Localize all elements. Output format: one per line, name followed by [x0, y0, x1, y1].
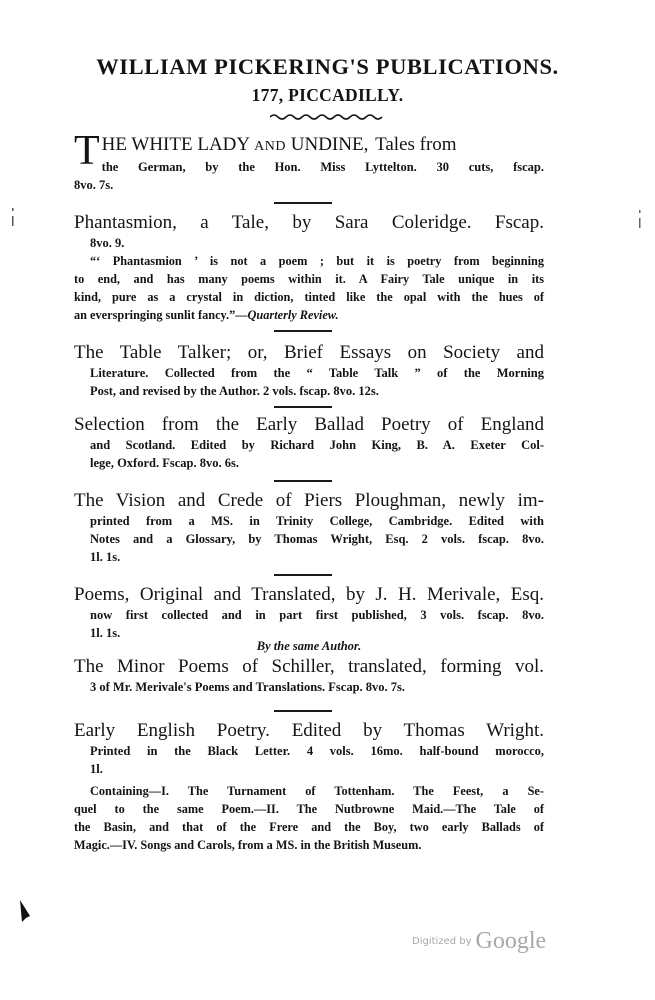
entry-merivale-poems — [74, 584, 544, 642]
entry-detail-line: printed from a MS. in Trinity College, Cambridge. Edited with — [90, 514, 544, 528]
entry-table-talker — [74, 342, 544, 400]
entry-title-part: UNDINE, — [290, 134, 369, 155]
entry-detail-line: 8vo. 7s. — [74, 178, 114, 192]
entry-detail-line: and Scotland. Edited by Richard John King, B. A. Exeter Col- — [90, 438, 544, 452]
entry-title-part: Tales from — [375, 134, 457, 155]
entry-title: Early English Poetry. Edited by Thomas Wright. — [74, 720, 544, 741]
entry-piers-ploughman — [74, 490, 544, 566]
entry-detail-line: 8vo. 9. — [90, 236, 125, 250]
entry-detail-line: the German, by the Hon. Miss Lyttelton. 30 cuts, fscap. — [101, 160, 544, 174]
entry-detail-line: 1l. — [90, 762, 103, 776]
contents-line: the Basin, and that of the Frere and the Boy, two early Ballads of — [74, 820, 544, 834]
review-quote-line: to end, and has many poems within it. A Fairy Tale unique in its — [74, 272, 544, 286]
wavy-ornament — [270, 113, 386, 121]
review-quote-line: “‘ Phantasmion ’ is not a poem ; but it is poetry from beginning — [90, 254, 544, 268]
margin-mark — [637, 210, 643, 230]
by-same-author: By the same Author. — [256, 639, 362, 653]
entry-detail-line: now first collected and in part first published, 3 vols. fscap. 8vo. — [90, 608, 544, 622]
separator-rule — [274, 202, 332, 204]
entry-ballad-poetry — [74, 414, 544, 472]
entry-detail-line: 3 of Mr. Merivale's Poems and Translations. Fscap. 8vo. 7s. — [90, 680, 406, 694]
entry-title-part: HE WHITE LADY — [101, 134, 250, 155]
drop-cap: T — [74, 128, 100, 174]
separator-rule — [274, 406, 332, 408]
review-source: Quarterly Review. — [247, 308, 339, 322]
entry-detail-line: Notes and a Glossary, by Thomas Wright, Esq. 2 vols. fscap. 8vo. — [90, 532, 544, 546]
publisher-heading: WILLIAM PICKERING'S PUBLICATIONS. — [96, 54, 559, 79]
review-quote-line: an everspringing sunlit fancy.”—Quarterly Review. — [74, 308, 339, 322]
entry-title: The Vision and Crede of Piers Ploughman, newly im- — [74, 490, 544, 511]
entry-detail-line: 1l. 1s. — [90, 626, 121, 640]
entry-title: The Minor Poems of Schiller, translated, forming vol. — [74, 656, 544, 677]
page-corner-mark — [18, 900, 32, 922]
entry-detail-line: Printed in the Black Letter. 4 vols. 16mo. half-bound morocco, — [90, 744, 544, 758]
review-quote-line: kind, pure as a crystal in diction, tinted like the opal with the hues of — [74, 290, 544, 304]
contents-line: Containing—I. The Turnament of Tottenham. The Feest, a Se- — [90, 784, 544, 798]
separator-rule — [274, 574, 332, 576]
entry-white-lady — [74, 128, 544, 194]
entry-detail-line: lege, Oxford. Fscap. 8vo. 6s. — [90, 456, 239, 470]
separator-rule — [274, 710, 332, 712]
entry-title: Poems, Original and Translated, by J. H. Merivale, Esq. — [74, 584, 544, 605]
separator-rule — [274, 330, 332, 332]
digitized-by-google — [412, 928, 546, 955]
contents-line: quel to the same Poem.—II. The Nutbrowne Maid.—The Tale of — [74, 802, 544, 816]
contents-line: Magic.—IV. Songs and Carols, from a MS. in the British Museum. — [74, 838, 422, 852]
google-logo: Google — [475, 928, 547, 954]
margin-mark — [10, 208, 16, 228]
digitized-label: Digitized by — [412, 936, 472, 947]
publisher-address: 177, PICCADILLY. — [251, 85, 404, 105]
entry-schiller-poems — [74, 656, 544, 696]
entry-detail-line: Literature. Collected from the “ Table Talk ” of the Morning — [90, 366, 544, 380]
entry-title: The Table Talker; or, Brief Essays on Society and — [74, 342, 544, 363]
entry-detail-line: 1l. 1s. — [90, 550, 121, 564]
entry-phantasmion — [74, 212, 544, 324]
entry-early-english-poetry — [74, 720, 544, 854]
entry-title: Selection from the Early Ballad Poetry of England — [74, 414, 544, 435]
entry-title-part: AND — [254, 139, 286, 154]
separator-rule — [274, 480, 332, 482]
entry-title: Phantasmion, a Tale, by Sara Coleridge. Fscap. — [74, 212, 544, 233]
entry-detail-line: Post, and revised by the Author. 2 vols. fscap. 8vo. 12s. — [90, 384, 379, 398]
